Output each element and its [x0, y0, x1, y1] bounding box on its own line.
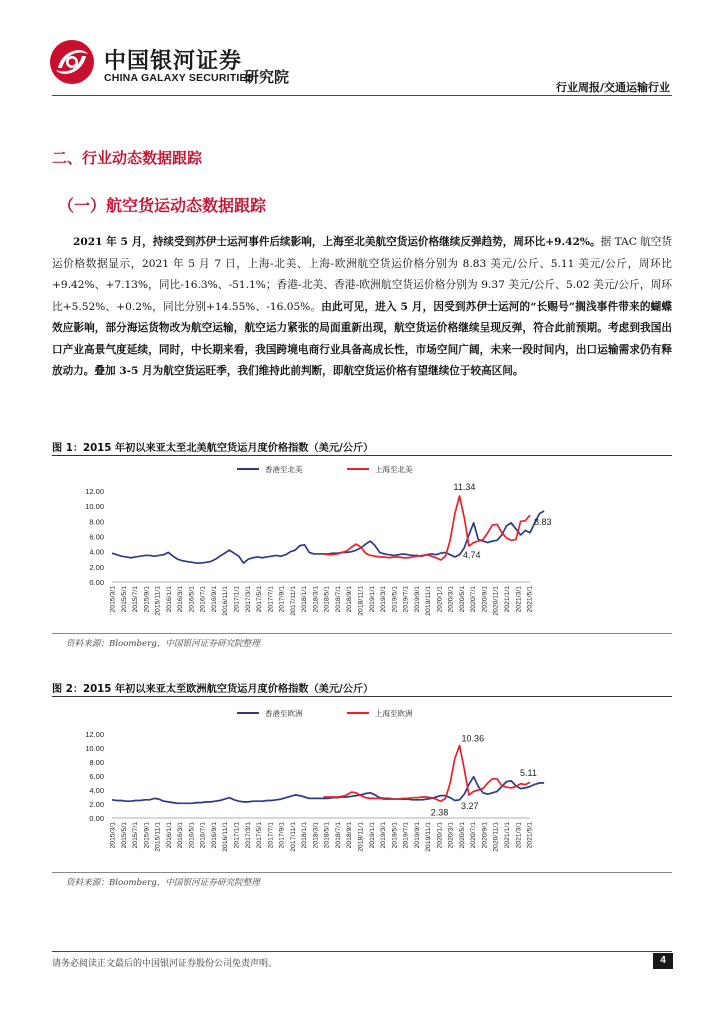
footer-rule: [52, 951, 672, 952]
header: [0, 0, 724, 100]
x-tick-label: 2019/7/1: [402, 586, 410, 613]
x-tick-label: 2019/11/1: [425, 586, 433, 616]
x-tick-label: 2016/5/1: [188, 586, 196, 613]
footer-disclaimer: 请务必阅读正文最后的中国银河证券股份公司免责声明。: [52, 959, 278, 969]
x-tick-label: 2015/3/1: [109, 586, 117, 613]
x-tick-label: 2020/11/1: [492, 586, 500, 616]
x-tick-label: 2017/1/1: [233, 586, 241, 613]
legend-label: 香港至欧洲: [265, 709, 303, 718]
x-tick-label: 2020/9/1: [481, 822, 489, 849]
x-tick-label: 2021/5/1: [526, 822, 534, 849]
x-tick-label: 2015/9/1: [143, 822, 151, 849]
x-tick-label: 2016/1/1: [165, 586, 173, 613]
x-tick-label: 2020/9/1: [481, 586, 489, 613]
x-tick-label: 2016/11/1: [222, 822, 230, 852]
x-tick-label: 2019/5/1: [391, 822, 399, 849]
x-tick-label: 2017/9/1: [278, 586, 286, 613]
x-tick-label: 2020/5/1: [458, 586, 466, 613]
x-tick-label: 2020/7/1: [470, 586, 478, 613]
x-tick-label: 2021/1/1: [504, 586, 512, 613]
x-tick-label: 2016/3/1: [177, 586, 185, 613]
data-label: 5.11: [520, 768, 537, 779]
x-tick-label: 2018/7/1: [334, 586, 342, 613]
x-tick-label: 2020/7/1: [470, 822, 478, 849]
y-tick-label: 0.00: [89, 814, 104, 823]
x-tick-label: 2021/3/1: [515, 822, 523, 849]
x-tick-label: 2017/9/1: [278, 822, 286, 849]
y-tick-label: 10.00: [85, 744, 104, 753]
x-tick-label: 2016/7/1: [199, 822, 207, 849]
body-paragraph: [52, 232, 672, 383]
y-tick-label: 12.00: [85, 487, 104, 496]
x-tick-label: 2016/7/1: [199, 586, 207, 613]
data-label: 8.83: [534, 517, 552, 528]
x-tick-label: 2020/3/1: [447, 586, 455, 613]
x-tick-label: 2021/3/1: [515, 586, 523, 613]
x-tick-label: 2017/11/1: [289, 822, 297, 852]
x-tick-label: 2020/1/1: [436, 586, 444, 613]
chart-asia-europe: [52, 697, 672, 873]
figure2-bottom-rule: [52, 872, 672, 873]
x-tick-label: 2018/5/1: [323, 822, 331, 849]
y-tick-label: 2.00: [89, 562, 104, 572]
x-tick-label: 2019/3/1: [380, 586, 388, 613]
y-tick-label: 6.00: [89, 532, 104, 542]
data-label: 2.38: [430, 807, 449, 818]
x-tick-label: 2015/5/1: [120, 586, 128, 613]
x-tick-label: 2016/11/1: [222, 586, 230, 616]
y-tick-label: 10.00: [85, 502, 104, 512]
x-tick-label: 2015/9/1: [143, 586, 151, 613]
x-tick-label: 2016/5/1: [188, 822, 196, 849]
x-tick-label: 2016/1/1: [165, 822, 173, 849]
y-tick-label: 4.00: [89, 547, 104, 557]
x-tick-label: 2019/11/1: [425, 822, 433, 852]
x-tick-label: 2019/9/1: [413, 822, 421, 849]
paragraph-lead: 2021 年 5 月，持续受到苏伊士运河事件后续影响，上海至北美航空货运价格继续反弹趋势，周环比+9.42%。: [73, 236, 601, 248]
figure1-source: 资料来源：Bloomberg，中国银河证券研究院整理: [66, 639, 260, 649]
x-tick-label: 2018/11/1: [357, 586, 365, 616]
legend-label: 上海至欧洲: [375, 709, 413, 718]
data-label: 10.36: [461, 733, 485, 744]
logo-chinese-name: 中国银河证券: [104, 49, 243, 74]
galaxy-logo-icon: [48, 38, 96, 86]
paragraph-data: 据 TAC 航空货运价格数据显示，2021 年 5 月 7 日，上海-北美、上海-欧洲航空货运价格分别为 8.83 美元/公斤、5.11 美元/公斤，周环比+9.42%、+7.13%，同比-16.3%、-51.1%；香港-北美、香港-欧洲航空货运价格分别为 9.37 美元/公斤、5.02 美元/公斤，周环比+5.52%、+0.2%，同比分别+14.55%、-16.05%。: [52, 236, 672, 313]
subsection-title: （一）航空货运动态数据跟踪: [58, 196, 267, 215]
data-label: 11.34: [453, 482, 476, 493]
x-tick-label: 2017/3/1: [244, 586, 252, 613]
x-tick-label: 2018/9/1: [346, 586, 354, 613]
x-tick-label: 2020/3/1: [447, 822, 455, 849]
logo-institute: 研究院: [244, 68, 290, 86]
page-number: 4: [653, 953, 673, 969]
x-tick-label: 2017/7/1: [267, 586, 275, 613]
x-tick-label: 2017/11/1: [289, 586, 297, 616]
x-tick-label: 2017/5/1: [256, 822, 264, 849]
y-tick-label: 0.00: [89, 578, 104, 587]
x-tick-label: 2015/11/1: [154, 822, 162, 852]
y-tick-label: 6.00: [89, 772, 104, 781]
figure2-source: 资料来源：Bloomberg，中国银河证券研究院整理: [66, 878, 260, 888]
x-tick-label: 2017/1/1: [233, 822, 241, 849]
y-tick-label: 2.00: [89, 800, 104, 809]
x-tick-label: 2019/5/1: [391, 586, 399, 613]
x-tick-label: 2021/1/1: [504, 822, 512, 849]
x-tick-label: 2015/11/1: [154, 586, 162, 616]
x-tick-label: 2018/11/1: [357, 822, 365, 852]
header-rule: [52, 95, 672, 96]
y-tick-label: 8.00: [89, 517, 104, 527]
x-tick-label: 2019/1/1: [368, 586, 376, 613]
report-category: 行业周报/交通运输行业: [555, 81, 670, 94]
x-tick-label: 2015/7/1: [132, 586, 140, 613]
x-tick-label: 2018/5/1: [323, 586, 331, 613]
figure2-title: 图 2：2015 年初以来亚太至欧洲航空货运月度价格指数（美元/公斤）: [52, 684, 374, 695]
section-title: 二、行业动态数据跟踪: [52, 149, 203, 167]
x-tick-label: 2019/7/1: [402, 822, 410, 849]
x-tick-label: 2018/1/1: [301, 586, 309, 613]
x-tick-label: 2020/1/1: [436, 822, 444, 849]
x-tick-label: 2016/9/1: [210, 822, 218, 849]
x-tick-label: 2018/3/1: [312, 822, 320, 849]
data-label: 4.74: [462, 550, 481, 561]
logo-english-name: CHINA GALAXY SECURITIES: [104, 72, 254, 84]
x-tick-label: 2017/5/1: [256, 586, 264, 613]
data-label: 3.27: [460, 801, 479, 812]
x-tick-label: 2018/9/1: [346, 822, 354, 849]
x-tick-label: 2015/5/1: [120, 822, 128, 849]
y-tick-label: 8.00: [89, 758, 104, 767]
x-tick-label: 2017/7/1: [267, 822, 275, 849]
x-tick-label: 2019/1/1: [368, 822, 376, 849]
x-tick-label: 2019/9/1: [413, 586, 421, 613]
x-tick-label: 2018/1/1: [301, 822, 309, 849]
legend-label: 香港至北美: [265, 465, 303, 474]
x-tick-label: 2016/3/1: [177, 822, 185, 849]
x-tick-label: 2015/3/1: [109, 822, 117, 849]
y-tick-label: 4.00: [89, 786, 104, 795]
y-tick-label: 12.00: [85, 730, 104, 739]
legend-label: 上海至北美: [375, 465, 413, 474]
x-tick-label: 2018/7/1: [334, 822, 342, 849]
x-tick-label: 2016/9/1: [210, 586, 218, 613]
paragraph-conclusion: 由此可见，进入 5 月，因受到苏伊士运河的“长赐号”搁浅事件带来的蝴蝶效应影响，部分海运货物改为航空运输，航空运力紧张的局面重新出现，航空货运价格继续呈现反弹，符合此前预期。考虑到我国出口产业高景气度延续，同时，中长期来看，我国跨境电商行业具备高成长性，市场空间广阔，未来一段时间内，出口运输需求仍有释放动力。叠加 3-5 月为航空货运旺季，我们维持此前判断，即航空货运价格有望继续位于较高区间。: [52, 300, 672, 377]
series-line-shanghai: [323, 745, 530, 801]
figure1-bottom-rule: [52, 633, 672, 634]
figure1-title: 图 1：2015 年初以来亚太至北美航空货运月度价格指数（美元/公斤）: [52, 443, 374, 454]
x-tick-label: 2015/7/1: [132, 822, 140, 849]
x-tick-label: 2019/3/1: [380, 822, 388, 849]
x-tick-label: 2020/5/1: [458, 822, 466, 849]
x-tick-label: 2021/5/1: [526, 586, 534, 613]
x-tick-label: 2018/3/1: [312, 586, 320, 613]
x-tick-label: 2020/11/1: [492, 822, 500, 852]
x-tick-label: 2017/3/1: [244, 822, 252, 849]
chart-asia-north-america: [52, 456, 672, 636]
